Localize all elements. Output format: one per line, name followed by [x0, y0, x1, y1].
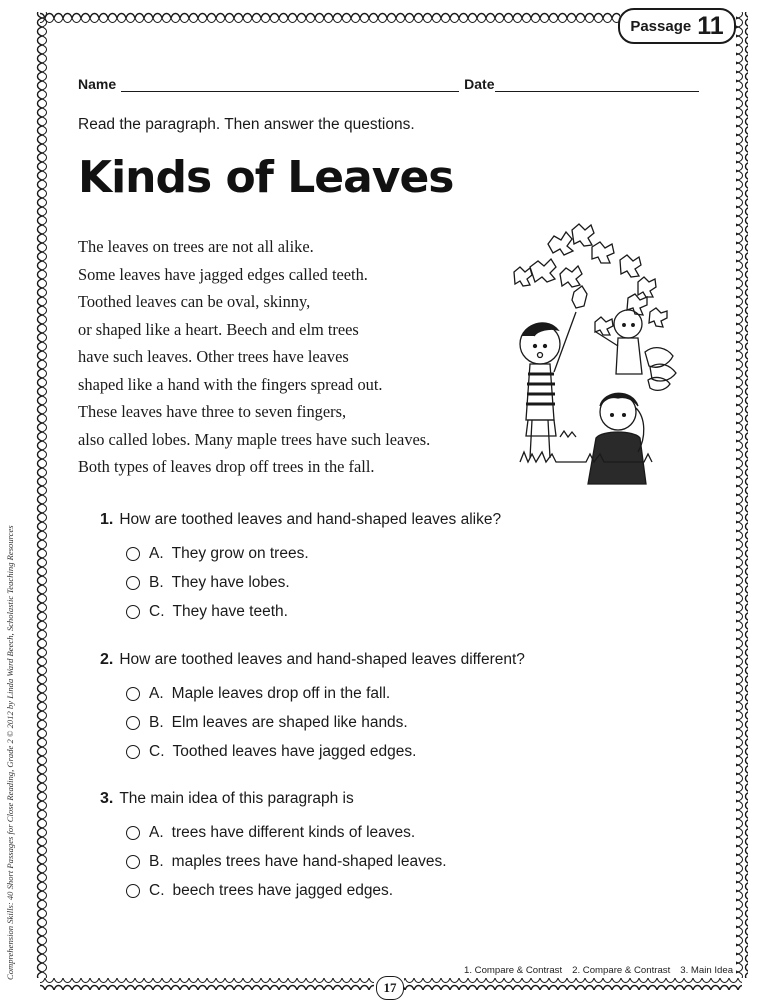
option-text: They grow on trees. [171, 544, 309, 562]
option-letter: A. [149, 684, 164, 702]
date-field[interactable] [495, 77, 699, 92]
skill-tag: 2. Compare & Contrast [572, 965, 671, 976]
border-bottom-right [404, 978, 742, 990]
passage-line: These leaves have three to seven fingers, [78, 402, 347, 421]
radio-circle-icon[interactable] [126, 855, 140, 869]
page-number: 17 [376, 976, 404, 1000]
option-text: They have teeth. [172, 602, 288, 620]
question-2 [100, 651, 525, 766]
passage-line: or shaped like a heart. Beech and elm trees [78, 319, 359, 339]
side-credit: Comprehension Skills: 40 Short Passages for Close Reading, Grade 2 © 2012 by Linda Ward Beech, Scholastic Teaching Resources [5, 525, 15, 980]
option-letter: A. [149, 544, 164, 562]
radio-circle-icon[interactable] [126, 745, 140, 759]
answer-option[interactable] [126, 847, 447, 876]
answer-option[interactable] [126, 876, 447, 905]
skill-tags [464, 965, 733, 976]
border-left [36, 12, 48, 978]
radio-circle-icon[interactable] [126, 716, 140, 730]
question-1 [100, 511, 501, 626]
answer-option[interactable] [126, 708, 525, 737]
name-label: Name [78, 76, 117, 92]
question-number: 2. [100, 651, 114, 668]
radio-circle-icon[interactable] [126, 826, 140, 840]
option-letter: B. [149, 852, 164, 870]
name-field[interactable] [121, 77, 459, 92]
passage-line: have such leaves. Other trees have leaves [78, 347, 349, 366]
option-letter: B. [149, 573, 164, 591]
skill-tag: 3. Main Idea [680, 965, 734, 976]
passage-badge [618, 8, 736, 44]
option-letter: C. [149, 742, 165, 760]
option-letter: C. [149, 881, 165, 899]
option-text: trees have different kinds of leaves. [171, 823, 416, 841]
reading-passage [78, 233, 498, 481]
skill-tag: 1. Compare & Contrast [464, 965, 563, 976]
passage-label: Passage [630, 17, 692, 35]
radio-circle-icon[interactable] [126, 605, 140, 619]
answer-option[interactable] [126, 737, 525, 766]
passage-line: The leaves on trees are not all alike. [78, 237, 314, 256]
answer-option[interactable] [126, 818, 447, 847]
option-text: They have lobes. [171, 573, 290, 591]
option-letter: B. [149, 713, 164, 731]
date-label: Date [464, 76, 495, 92]
radio-circle-icon[interactable] [126, 576, 140, 590]
question-text: How are toothed leaves and hand-shaped leaves alike? [119, 511, 502, 528]
option-text: maples trees have hand-shaped leaves. [171, 852, 447, 870]
question-number: 1. [100, 511, 114, 528]
option-text: Toothed leaves have jagged edges. [172, 742, 417, 760]
radio-circle-icon[interactable] [126, 884, 140, 898]
border-bottom-left [40, 978, 374, 990]
answer-option[interactable] [126, 539, 501, 568]
answer-option[interactable] [126, 597, 501, 626]
question-3 [100, 790, 447, 905]
children-reaching-for-leaves-illustration [500, 212, 690, 497]
passage-line: Both types of leaves drop off trees in the fall. [78, 457, 375, 476]
option-text: Maple leaves drop off in the fall. [171, 684, 391, 702]
question-number: 3. [100, 790, 114, 807]
answer-option[interactable] [126, 679, 525, 708]
border-right [736, 12, 748, 978]
instructions: Read the paragraph. Then answer the questions. [78, 116, 415, 133]
passage-line: also called lobes. Many maple trees have such leaves. [78, 429, 431, 449]
question-text: The main idea of this paragraph is [119, 790, 354, 807]
passage-line: Toothed leaves can be oval, skinny, [78, 292, 311, 311]
answer-option[interactable] [126, 568, 501, 597]
option-letter: C. [149, 602, 165, 620]
page-title: Kinds of Leaves [78, 152, 454, 203]
option-letter: A. [149, 823, 164, 841]
passage-line: shaped like a hand with the fingers spread out. [78, 374, 383, 394]
question-text: How are toothed leaves and hand-shaped leaves different? [119, 651, 525, 668]
border-top [40, 12, 620, 24]
option-text: beech trees have jagged edges. [172, 881, 394, 899]
name-date-row [78, 76, 702, 92]
radio-circle-icon[interactable] [126, 547, 140, 561]
radio-circle-icon[interactable] [126, 687, 140, 701]
passage-line: Some leaves have jagged edges called teeth. [78, 264, 368, 284]
passage-number: 11 [697, 11, 724, 40]
option-text: Elm leaves are shaped like hands. [171, 713, 408, 731]
